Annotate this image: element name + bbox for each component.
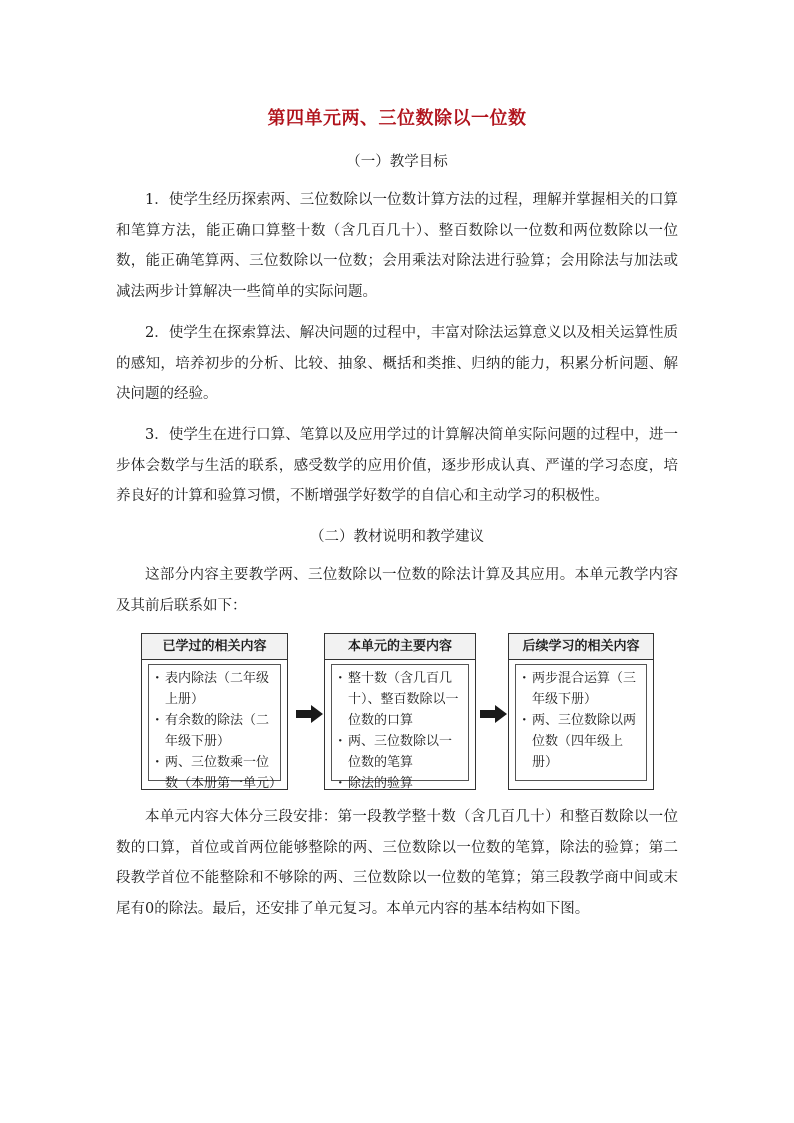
- list-item: · 有余数的除法（二年级下册）: [153, 710, 276, 752]
- future-learning-box: [508, 633, 654, 790]
- list-item: · 两步混合运算（三年级下册）: [520, 668, 642, 710]
- future-learning-header: 后续学习的相关内容: [509, 634, 653, 660]
- section-heading-materials: （二）教材说明和教学建议: [310, 529, 484, 545]
- list-item: · 除法的验算: [336, 773, 464, 794]
- main-content-header: 本单元的主要内容: [325, 634, 475, 660]
- arrow-right-icon: [296, 704, 323, 724]
- arrow-right-icon: [480, 704, 507, 724]
- goal-paragraph-3: 3．使学生在进行口算、笔算以及应用学过的计算解决简单实际问题的过程中，进一步体会数学与生活的联系，感受数学的应用价值，逐步形成认真、严谨的学习态度，培养良好的计算和验算习惯，不断增强学好数学的自信心和主动学习的积极性。: [116, 427, 678, 504]
- list-item: · 表内除法（二年级上册）: [153, 668, 276, 710]
- closing-paragraph: 本单元内容大体分三段安排：第一段教学整十数（含几百几十）和整百数除以一位数的口算，首位或首两位能够整除的两、三位数除以一位数的笔算，除法的验算；第二段教学首位不能整除和不够除的两、三位数除以一位数的笔算；第三段教学商中间或末尾有0的除法。最后，还安排了单元复习。本单元内容的基本结构如下图。: [116, 809, 678, 917]
- section-heading-goals: （一）教学目标: [346, 154, 448, 170]
- prior-knowledge-box: [141, 633, 288, 790]
- list-item: · 两、三位数除以两位数（四年级上册）: [520, 710, 642, 773]
- goal-paragraph-2: 2．使学生在探索算法、解决问题的过程中，丰富对除法运算意义以及相关运算性质的感知，培养初步的分析、比较、抽象、概括和类推、归纳的能力，积累分析问题、解决问题的经验。: [116, 325, 678, 402]
- intro-paragraph: 这部分内容主要教学两、三位数除以一位数的除法计算及其应用。本单元教学内容及其前后联系如下：: [116, 567, 678, 614]
- main-content-box: [324, 633, 476, 790]
- list-item: · 两、三位数除以一位数的笔算: [336, 731, 464, 773]
- list-item: · 两、三位数乘一位数（本册第一单元）: [153, 752, 276, 794]
- page-title: 第四单元两、三位数除以一位数: [267, 108, 527, 129]
- list-item: · 整十数（含几百几十）、整百数除以一位数的口算: [336, 668, 464, 731]
- prior-knowledge-header: 已学过的相关内容: [142, 634, 287, 660]
- goal-paragraph-1: 1．使学生经历探索两、三位数除以一位数计算方法的过程，理解并掌握相关的口算和笔算方法，能正确口算整十数（含几百几十）、整百数除以一位数和两位数除以一位数，能正确笔算两、三位数除以一位数；会用乘法对除法进行验算；会用除法与加法或减法两步计算解决一些简单的实际问题。: [116, 192, 678, 300]
